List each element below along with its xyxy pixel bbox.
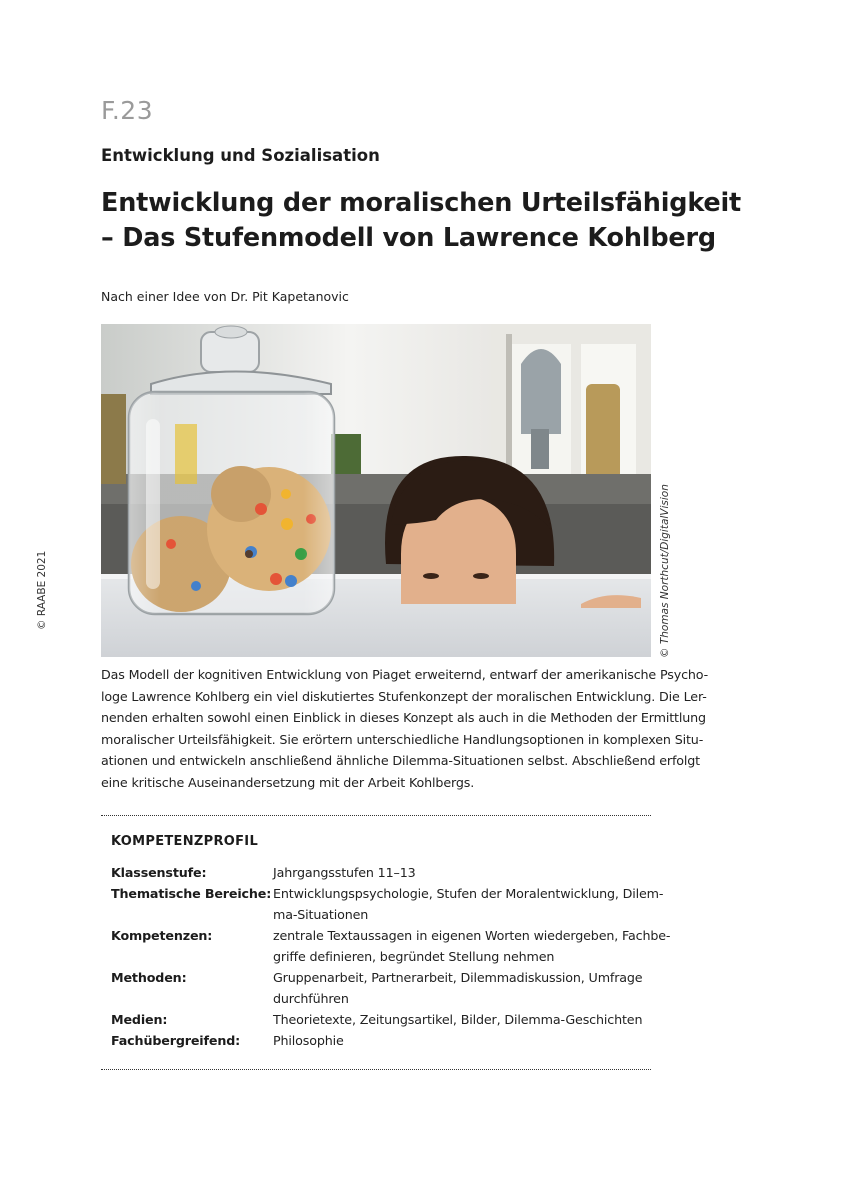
profile-value	[273, 1009, 643, 1030]
profile-label: Thematische Bereiche:	[111, 886, 272, 901]
profile-label: Methoden:	[111, 970, 187, 985]
profile-value	[273, 925, 671, 967]
profile-value-line: durchführen	[273, 991, 349, 1006]
topic-heading: Entwicklung und Sozialisation	[101, 146, 380, 165]
unit-code: F.23	[101, 96, 154, 125]
profile-row	[111, 1009, 651, 1030]
profile-row	[111, 1030, 651, 1051]
profile-heading: KOMPETENZPROFIL	[111, 834, 259, 849]
intro-paragraph	[101, 664, 709, 793]
profile-value-line: Theorietexte, Zeitungsartikel, Bilder, Dilemma-Geschichten	[273, 1012, 643, 1027]
profile-value	[273, 967, 643, 1009]
profile-row	[111, 883, 664, 925]
profile-row	[111, 925, 671, 967]
photo-credit: © Thomas Northcut/DigitalVision	[659, 484, 671, 658]
intro-line: eine kritische Auseinandersetzung mit der Arbeit Kohlbergs.	[101, 774, 475, 790]
profile-value-line: Philosophie	[273, 1033, 344, 1048]
divider-bottom	[101, 1069, 651, 1070]
profile-label: Klassenstufe:	[111, 865, 207, 880]
divider-top	[101, 815, 651, 816]
profile-row	[111, 967, 651, 1009]
intro-line: moralischer Urteilsfähigkeit. Sie erörtern unterschiedliche Handlungsoptionen in komplexen Situ-	[101, 731, 704, 747]
profile-label: Medien:	[111, 1012, 168, 1027]
cover-photo	[101, 324, 651, 657]
profile-value-line: griffe definieren, begründet Stellung nehmen	[273, 949, 555, 964]
profile-value-line: Jahrgangsstufen 11–13	[273, 865, 416, 880]
profile-value-line: Entwicklungspsychologie, Stufen der Moralentwicklung, Dilem-	[273, 886, 664, 901]
title-line: – Das Stufenmodell von Lawrence Kohlberg	[101, 223, 716, 253]
profile-value	[273, 862, 643, 883]
profile-row	[111, 862, 651, 883]
competence-profile	[111, 862, 671, 1051]
intro-line: ationen und entwickeln anschließend ähnliche Dilemma-Situationen selbst. Abschließend erfolgt	[101, 753, 701, 768]
profile-label: Kompetenzen:	[111, 928, 213, 943]
intro-line: Das Modell der kognitiven Entwicklung von Piaget erweiternd, entwarf der amerikanische Psycho-	[101, 667, 709, 682]
intro-line: nenden erhalten sowohl einen Einblick in dieses Konzept als auch in die Methoden der Ermittlung	[101, 710, 706, 725]
profile-value	[273, 883, 664, 925]
title-line: Entwicklung der moralischen Urteilsfähigkeit	[101, 188, 742, 218]
page-title	[101, 186, 742, 256]
profile-label: Fachübergreifend:	[111, 1033, 241, 1048]
profile-value-line: Gruppenarbeit, Partnerarbeit, Dilemmadiskussion, Umfrage	[273, 970, 643, 985]
profile-value-line: ma-Situationen	[273, 907, 369, 922]
author-note: Nach einer Idee von Dr. Pit Kapetanovic	[101, 289, 349, 304]
copyright-note: © RAABE 2021	[36, 550, 48, 630]
profile-value	[273, 1030, 643, 1051]
profile-value-line: zentrale Textaussagen in eigenen Worten wiedergeben, Fachbe-	[273, 928, 671, 943]
intro-line: loge Lawrence Kohlberg ein viel diskutiertes Stufenkonzept der moralischen Entwicklung. Die Ler-	[101, 688, 707, 704]
